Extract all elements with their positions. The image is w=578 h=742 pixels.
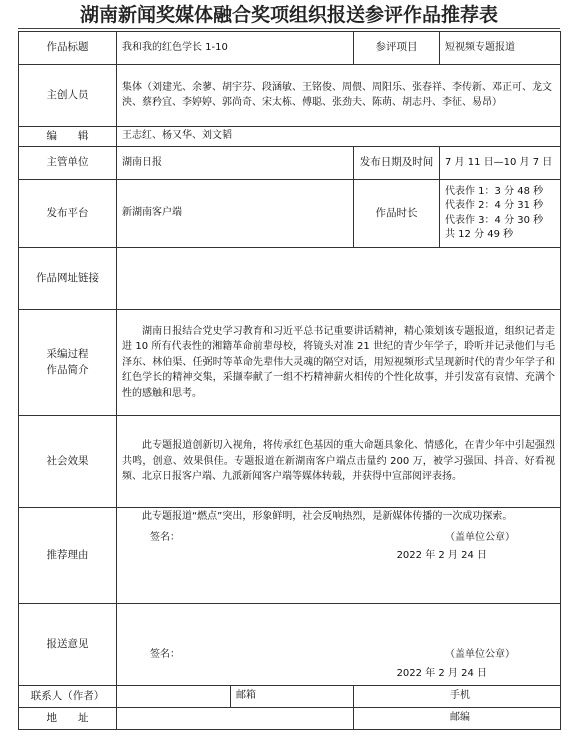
process-label-line1: 采编过程 [46, 348, 89, 361]
row-work-title [19, 32, 561, 65]
creators-label: 主创人员 [19, 65, 117, 127]
duration-total: 共 12 分 49 秒 [445, 229, 514, 240]
award-category-label: 参评项目 [354, 32, 440, 65]
row-publisher [19, 147, 561, 180]
editors-label: 编 辑 [19, 127, 117, 147]
opinion-cell [117, 604, 561, 686]
platform-label: 发布平台 [19, 180, 117, 248]
creators-value: 集体（刘建光、余蓼、胡宇芬、段涵敏、王铭俊、周偎、周阳乐、张春祥、李传新、邓正可、龙文泱、蔡矜宜、李婷婷、郭尚奇、宋太栋、傅聪、张劲夫、陈萌、胡志丹、李征、易昂） [117, 65, 561, 127]
opinion-label: 报送意见 [19, 604, 117, 686]
reason-cell [117, 508, 561, 604]
reason-sign-label: 签名： [150, 531, 180, 543]
row-process [19, 310, 561, 416]
contact-value [117, 686, 231, 708]
award-category-value: 短视频专题报道 [440, 32, 561, 65]
process-label-line2: 作品简介 [46, 363, 89, 376]
row-creators [19, 65, 561, 127]
reason-label: 推荐理由 [19, 508, 117, 604]
row-url [19, 248, 561, 310]
row-editors [19, 127, 561, 147]
publish-date-label: 发布日期及时间 [354, 147, 440, 180]
row-contact [19, 686, 561, 708]
duration-value [440, 180, 561, 248]
zip-label: 邮编 [450, 712, 470, 724]
opinion-date: 2022 年 2 月 24 日 [396, 667, 487, 679]
zip-cell [354, 708, 561, 730]
title-rule [18, 28, 560, 29]
row-opinion [19, 604, 561, 686]
phone-label: 手机 [450, 690, 470, 702]
row-effect [19, 416, 561, 508]
publisher-label: 主管单位 [19, 147, 117, 180]
url-value [117, 248, 561, 310]
opinion-sign-label: 签名： [150, 649, 180, 660]
row-reason [19, 508, 561, 604]
duration-line: 代表作 2：4 分 31 秒 [445, 200, 544, 211]
recommendation-form-table [18, 31, 561, 730]
duration-line: 代表作 3：4 分 30 秒 [445, 214, 544, 226]
effect-label: 社会效果 [19, 416, 117, 508]
reason-date: 2022 年 2 月 24 日 [396, 550, 487, 561]
opinion-signature-line [122, 648, 555, 663]
email-cell [231, 686, 354, 708]
process-label [19, 310, 117, 416]
page-title: 湖南新闻奖媒体融合奖项组织报送参评作品推荐表 [79, 4, 498, 26]
platform-value: 新湖南客户端 [117, 180, 354, 248]
reason-stamp-label: （盖单位公章） [445, 531, 515, 543]
duration-label: 作品时长 [354, 180, 440, 248]
editors-value: 王志红、杨又华、刘文韬 [117, 127, 561, 147]
contact-label: 联系人（作者） [19, 686, 117, 708]
row-address [19, 708, 561, 730]
effect-value: 此专题报道创新切入视角，将传承红色基因的重大命题具象化、情感化，在青少年中引起强烈共鸣，创意、效果俱佳。专题报道在新湖南客户端点击量约 200 万，被学习强国、抖音、好看视频、北京日报客户端、九派新闻客户端等媒体转载，并获得中宣部阅评表扬。 [117, 416, 561, 508]
address-label: 地 址 [19, 708, 117, 730]
publish-date-value: 7 月 11 日—10 月 7 日 [440, 147, 561, 180]
work-title-value: 我和我的红色学长 1-10 [117, 32, 354, 65]
process-value: 湖南日报结合党史学习教育和习近平总书记重要讲话精神，精心策划该专题报道，组织记者走进 10 所有代表性的湘籍革命前辈母校，将镜头对准 21 世纪的青少年学子，聆听并记录他们与毛泽东、林伯渠、任弼时等革命先辈伟大灵魂的隔空对话，用短视频形式呈现新时代的青少年学子和红色学长的精神交集，采撷奉献了一组不朽精神薪火相传的个性化故事，并引发富有哀情、充满个性的感触和思考。 [117, 310, 561, 416]
reason-value: 此专题报道“燃点”突出，形象鲜明，社会反响热烈，是新媒体传播的一次成功探索。 [142, 511, 513, 522]
work-title-label: 作品标题 [19, 32, 117, 65]
duration-line: 代表作 1：3 分 48 秒 [445, 185, 544, 197]
opinion-stamp-label: （盖单位公章） [445, 649, 515, 660]
url-label: 作品网址链接 [19, 248, 117, 310]
publisher-value: 湖南日报 [117, 147, 354, 180]
row-platform [19, 180, 561, 248]
phone-cell [354, 686, 561, 708]
email-label: 邮箱 [236, 690, 256, 702]
reason-signature-line [122, 531, 555, 546]
address-value [117, 708, 354, 730]
